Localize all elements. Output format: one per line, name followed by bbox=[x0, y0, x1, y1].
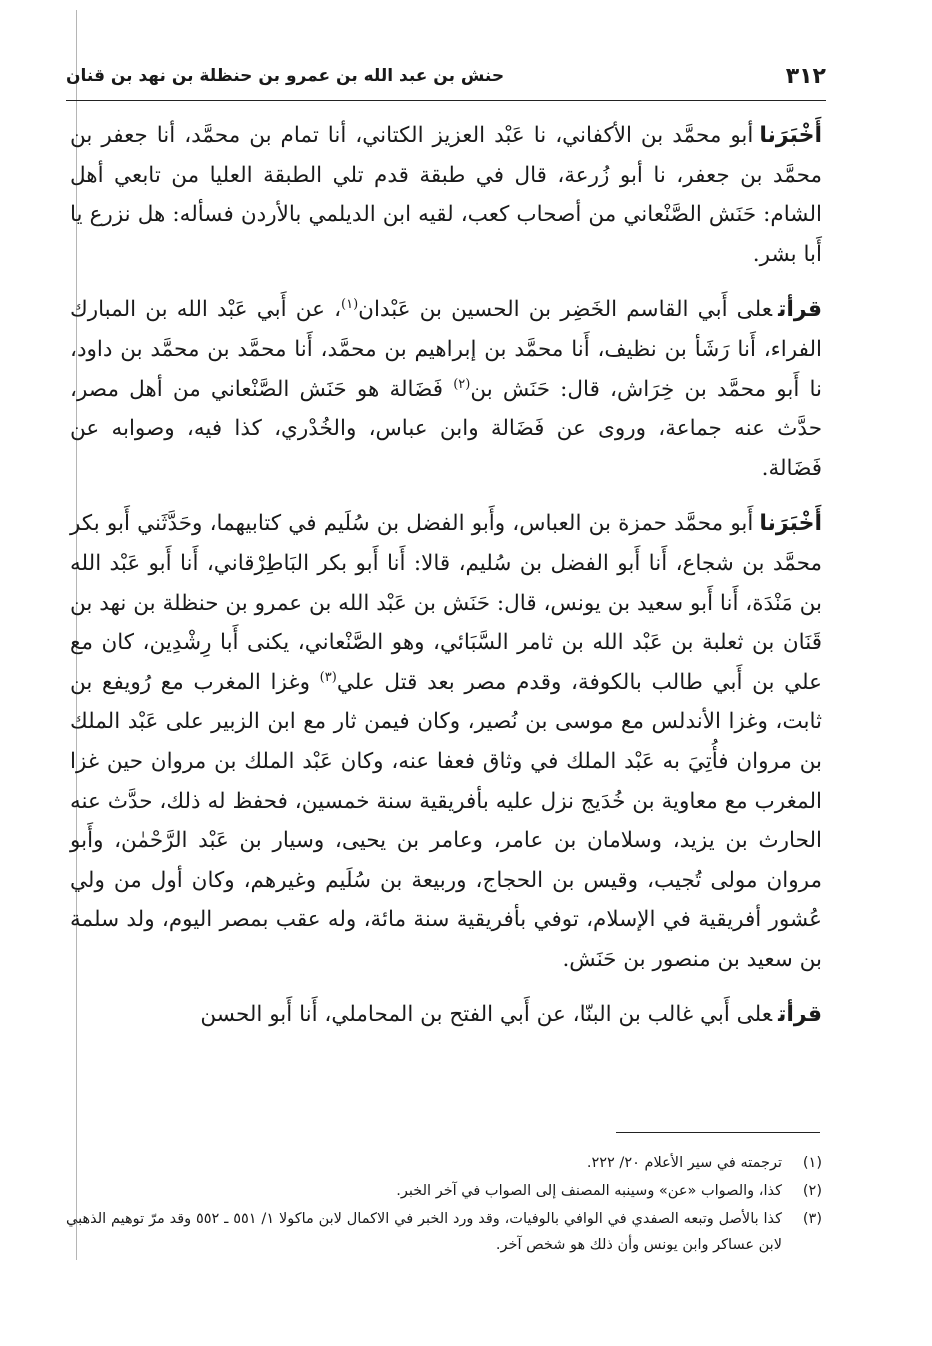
footnote bbox=[66, 1178, 822, 1204]
paragraph-text: أبو محمَّد بن الأكفاني، نا عَبْد العزيز الكتاني، أنا تمام بن محمَّد، أنا جعفر بن محمَّد بن جعفر، نا أبو زُرعة، قال في طبقة قدم تلي الطبقة العليا من تابعي أهل الشام: حَنَش الصَّنْعاني من أصحاب كعب، لقيه ابن الديلمي بالأردن فسأله: هل نزرع يا أَبا بشر. bbox=[70, 123, 822, 267]
paragraph-lead-word: أَخْبَرَنا bbox=[759, 123, 822, 148]
footnote-number: (٣) bbox=[802, 1211, 822, 1227]
paragraph-lead-word: قرأت bbox=[778, 297, 822, 323]
main-text bbox=[70, 116, 822, 1051]
paragraph-lead-word: أَخْبَرَنا bbox=[759, 511, 822, 537]
paragraph-text: ، عن أَبي عَبْد الله بن المبارك الفراء، أَنا رَشَأ بن نظيف، أَنا محمَّد بن إبراهيم بن محمَّد، أَنا محمَّد بن محمَّد بن داود، نا أَبو محمَّد بن خِرَاش، قال: حَنَش بن bbox=[70, 297, 822, 402]
footnote-text: كذا بالأصل وتبعه الصفدي في الوافي بالوفيات، وقد ورد الخبر في الاكمال لابن ماكولا ١/ ٥٥١ ـ ٥٥٢ وقد مرّ توهيم الذهبي لابن عساكر وابن يونس وأن ذلك هو شخص آخر. bbox=[66, 1211, 783, 1253]
header-rule bbox=[66, 100, 826, 101]
paragraph-text: على أَبي غالب بن البنّا، عن أَبي الفتح بن المحاملي، أَنا أَبو الحسن bbox=[200, 1002, 773, 1028]
paragraph bbox=[70, 995, 822, 1035]
page-header bbox=[66, 56, 826, 96]
paragraph bbox=[70, 116, 822, 274]
footnote-text: ترجمته في سير الأعلام ٢٠/ ٢٢٢. bbox=[586, 1155, 782, 1171]
running-title: حنش بن عبد الله بن عمرو بن حنظلة بن نهد بن قنان bbox=[66, 66, 505, 86]
footnote-separator bbox=[616, 1132, 820, 1133]
footnote-ref[interactable]: (٢) bbox=[453, 376, 471, 392]
footnotes bbox=[66, 1150, 822, 1260]
paragraph bbox=[70, 504, 822, 979]
footnote-number: (٢) bbox=[802, 1183, 822, 1199]
footnote-ref[interactable]: (٣) bbox=[319, 669, 337, 685]
footnote bbox=[66, 1206, 822, 1258]
footnote-number: (١) bbox=[802, 1155, 822, 1171]
footnote bbox=[66, 1150, 822, 1176]
paragraph-text: وغزا المغرب مع رُويفع بن ثابت، وغزا الأندلس مع موسى بن نُصير، وكان فيمن ثار مع ابن الزبير على عَبْد الملك بن مروان فأُتِيَ به عَبْد الملك في وثاق فعفا عنه، وكان عَبْد الملك بن مروان حين غزا المغرب مع معاوية بن خُدَيج نزل عليه بأفريقية سنة خمسين، فحفظ له ذلك، حدَّث عنه الحارث بن يزيد، وسلامان بن عامر، وعامر بن يحيى، وسيار بن عَبْد الرَّحْمٰن، وأَبو مروان مولى تُجيب، وقيس بن الحجاج، وربيعة بن سُلَيم وغيرهم، وكان أول من ولي عُشور أفريقية في الإسلام، توفي بأفريقية سنة مائة، وله عقب بمصر اليوم، ولد سلمة بن سعيد بن منصور بن حَنَش. bbox=[70, 669, 822, 972]
footnote-text: كذا، والصواب «عن» وسينبه المصنف إلى الصواب في آخر الخبر. bbox=[396, 1183, 782, 1199]
paragraph-lead-word: قرأت bbox=[778, 1002, 822, 1028]
footnote-ref[interactable]: (١) bbox=[341, 297, 359, 313]
paragraph-text: أَبو محمَّد حمزة بن العباس، وأَبو الفضل بن سُلَيم في كتابيهما، وحَدَّثَني أَبو بكر محمَّد بن شجاع، أَنا أَبو الفضل بن سُليم، قالا: أَنا أَبو بكر البَاطِرْقاني، أَنا أَبو عَبْد الله بن مَنْدَة، أَنا أَبو سعيد بن يونس، قال: حَنَش بن عَبْد الله بن عمرو بن حنظلة بن نهد بن قَنَان بن ثعلبة بن عَبْد الله بن ثامر السَّبَائي، وهو الصَّنْعاني، يكنى أَبا رِشْدِين، كان مع علي بن أَبي طالب بالكوفة، وقدم مصر بعد قتل علي bbox=[70, 511, 822, 695]
page-number: ٣١٢ bbox=[785, 63, 826, 89]
paragraph-text: على أَبي القاسم الخَضِر بن الحسين بن عَبْدان bbox=[358, 297, 773, 323]
paragraph-text: فَضَالة هو حَنَش الصَّنْعاني من أهل مصر، حدَّث عنه جماعة، وروى عن فَضَالة وابن عباس، والخُدْري، كذا فيه، وصوابه عن فَضَالة. bbox=[70, 376, 822, 481]
paragraph bbox=[70, 290, 822, 488]
